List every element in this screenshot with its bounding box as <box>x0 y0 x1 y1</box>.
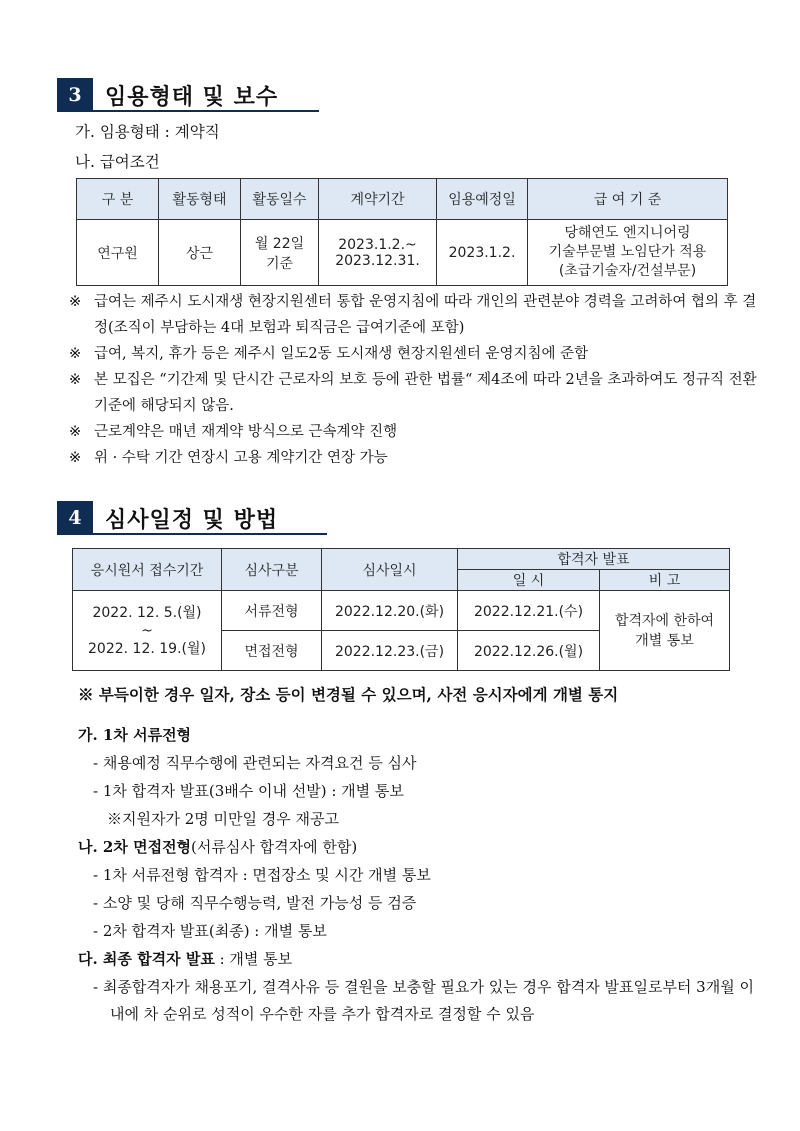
header-category: 구 분 <box>77 179 159 220</box>
list-item: - 1차 서류전형 합격자 : 면접장소 및 시간 개별 통보 <box>93 866 431 884</box>
cell-announce: 2022.12.26.(월) <box>458 631 600 671</box>
list-item: - 채용예정 직무수행에 관련되는 자격요건 등 심사 <box>93 754 417 772</box>
header-date: 심사일시 <box>322 549 458 591</box>
section-underline <box>57 533 327 535</box>
header-note: 비 고 <box>600 570 730 591</box>
header-days: 활동일수 <box>241 179 319 220</box>
list-item: - 1차 합격자 발표(3배수 이내 선발) : 개별 통보 <box>93 782 404 800</box>
cell-date: 2022.12.20.(화) <box>322 591 458 631</box>
list-item: - 2차 합격자 발표(최종) : 개별 통보 <box>93 922 327 940</box>
note-item: ※ 급여, 복지, 휴가 등은 제주시 일도2동 도시재생 현장지원센터 운영지침에 준함 <box>69 346 589 362</box>
schedule-table <box>72 548 730 671</box>
list-note: ※지원자가 2명 미만일 경우 재공고 <box>107 810 339 828</box>
header-announce-date: 일 시 <box>458 570 600 591</box>
header-salary: 급 여 기 준 <box>528 179 728 220</box>
section-number: 3 <box>57 78 93 112</box>
header-start: 임용예정일 <box>437 179 528 220</box>
section-title: 심사일정 및 방법 <box>105 506 279 533</box>
note-item: ※ 위 · 수탁 기간 연장시 고용 계약기간 연장 가능 <box>69 450 388 466</box>
step-3-title: 다. 최종 합격자 발표 : 개별 통보 <box>78 950 293 968</box>
cell-activity: 상근 <box>159 220 241 286</box>
header-contract: 계약기간 <box>319 179 437 220</box>
note-item: ※ 급여는 제주시 도시재생 현장지원센터 통합 운영지침에 따라 개인의 관련분야 경력을 고려하여 협의 후 결정(조직이 부담하는 4대 보험과 퇴직금은 급여기준에 포함) <box>69 294 757 336</box>
change-warning: ※ 부득이한 경우 일자, 장소 등이 변경될 수 있으며, 사전 응시자에게 개별 통지 <box>78 685 619 704</box>
cell-days: 월 22일 기준 <box>241 220 319 286</box>
cell-note: 합격자에 한하여 개별 통보 <box>600 591 730 671</box>
section-number: 4 <box>57 501 93 535</box>
section-underline <box>57 110 319 112</box>
cell-period: 2022. 12. 5.(월) ~ 2022. 12. 19.(월) <box>73 591 222 671</box>
header-type: 심사구분 <box>222 549 322 591</box>
header-activity: 활동형태 <box>159 179 241 220</box>
cell-date: 2022.12.23.(금) <box>322 631 458 671</box>
cell-category: 연구원 <box>77 220 159 286</box>
employment-type: 가. 임용형태 : 계약직 <box>75 123 220 141</box>
cell-type: 면접전형 <box>222 631 322 671</box>
step-2-title: 나. 2차 면접전형(서류심사 합격자에 한함) <box>78 838 358 856</box>
note-item: ※ 근로계약은 매년 재계약 방식으로 근속계약 진행 <box>69 424 398 440</box>
cell-announce: 2022.12.21.(수) <box>458 591 600 631</box>
section-3-header <box>57 78 278 112</box>
cell-start: 2023.1.2. <box>437 220 528 286</box>
salary-heading: 나. 급여조건 <box>75 153 160 171</box>
header-period: 응시원서 접수기간 <box>73 549 222 591</box>
list-item: - 소양 및 당해 직무수행능력, 발전 가능성 등 검증 <box>93 894 417 912</box>
list-item: - 최종합격자가 채용포기, 결격사유 등 결원을 보충할 필요가 있는 경우 합격자 발표일로부터 3개월 이내에 차 순위로 성적이 우수한 자를 추가 합격자로 결정할 수 있음 <box>93 978 754 1023</box>
step-1-title: 가. 1차 서류전형 <box>78 726 192 744</box>
cell-type: 서류전형 <box>222 591 322 631</box>
salary-table <box>76 178 728 286</box>
cell-contract: 2023.1.2.~ 2023.12.31. <box>319 220 437 286</box>
note-item: ※ 본 모집은 “기간제 및 단시간 근로자의 보호 등에 관한 법률“ 제4조에 따라 2년을 초과하여도 정규직 전환기준에 해당되지 않음. <box>69 372 757 414</box>
section-4-header <box>57 501 278 535</box>
cell-salary: 당해연도 엔지니어링 기술부문별 노임단가 적용 (초급기술자/건설부문) <box>528 220 728 286</box>
header-announce: 합격자 발표 <box>458 549 730 570</box>
section-title: 임용형태 및 보수 <box>105 83 279 110</box>
